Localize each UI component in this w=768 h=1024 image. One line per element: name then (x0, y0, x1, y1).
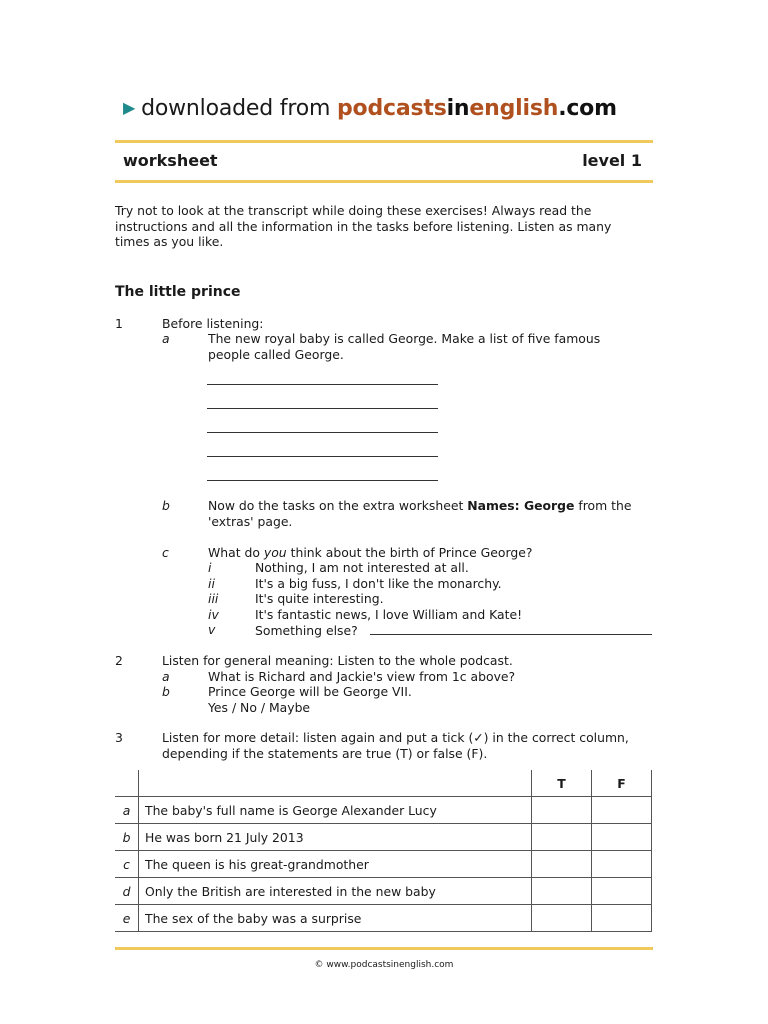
row-label: b (115, 824, 139, 851)
table-header-row (115, 770, 652, 797)
q1b-text-pre: Now do the tasks on the extra worksheet (208, 498, 468, 513)
tick-cell-f[interactable] (592, 851, 652, 878)
option-text-other[interactable] (255, 622, 655, 639)
title-gold-rule (115, 180, 653, 183)
tick-cell-t[interactable] (532, 905, 592, 932)
option-text[interactable]: It's a big fuss, I don't like the monarchy. (255, 576, 502, 591)
q1a-text: The new royal baby is called George. Make a list of five famous people called George. (208, 331, 601, 362)
q3-number: 3 (115, 730, 123, 745)
q1b-text (208, 498, 648, 529)
tick-cell-f[interactable] (592, 797, 652, 824)
brand-podcasts: podcasts (336, 96, 447, 121)
answer-line-5[interactable] (207, 480, 438, 481)
q1c-text (208, 545, 648, 561)
option-label: ii (208, 576, 215, 591)
tick-cell-t[interactable] (532, 851, 592, 878)
play-triangle-icon: ▶ (123, 98, 136, 117)
brand-tld: .com (558, 96, 617, 121)
row-label: e (115, 905, 139, 932)
row-label: d (115, 878, 139, 905)
section-heading: The little prince (115, 284, 241, 300)
header-banner (123, 96, 617, 121)
answer-line-2[interactable] (207, 408, 438, 409)
statement-text: He was born 21 July 2013 (139, 824, 532, 851)
option-text[interactable]: It's quite interesting. (255, 591, 384, 606)
q1b-text-post: from the 'extras' page. (208, 498, 632, 529)
option-label: v (208, 622, 216, 637)
row-label: a (115, 797, 139, 824)
answer-line-4[interactable] (207, 456, 438, 457)
section-title (115, 284, 241, 300)
table-row (115, 824, 652, 851)
q2b-choices[interactable]: Yes / No / Maybe (208, 700, 311, 715)
table-row (115, 905, 652, 932)
q2-number: 2 (115, 653, 123, 668)
q1c-text-pre: What do (208, 545, 264, 560)
intro-paragraph: Try not to look at the transcript while doing these exercises! Always read the instructions and all the information in the tasks before listening. Listen as many times as you like. (115, 203, 612, 250)
column-t-header: T (532, 770, 592, 797)
brand-english: english (469, 96, 559, 121)
column-f-header: F (592, 770, 652, 797)
title-row (123, 151, 642, 170)
tick-cell-f[interactable] (592, 878, 652, 905)
q1c-text-em: you (263, 545, 287, 560)
q2a-text: What is Richard and Jackie's view from 1c above? (208, 669, 516, 684)
bottom-gold-rule (115, 947, 653, 950)
row-label: c (115, 851, 139, 878)
tick-cell-t[interactable] (532, 797, 592, 824)
q1-heading: Before listening: (162, 316, 264, 331)
q2-heading: Listen for general meaning: Listen to the whole podcast. (162, 653, 513, 668)
statement-text: The baby's full name is George Alexander Lucy (139, 797, 532, 824)
q2b-text: Prince George will be George VII. (208, 684, 412, 699)
table-row (115, 851, 652, 878)
q1b-text-bold: Names: George (467, 498, 575, 513)
option-text: Something else? (255, 623, 358, 638)
tick-cell-f[interactable] (592, 905, 652, 932)
something-else-line[interactable] (370, 622, 652, 635)
statement-text: Only the British are interested in the new baby (139, 878, 532, 905)
brand-in: in (446, 96, 470, 121)
option-text[interactable]: Nothing, I am not interested at all. (255, 560, 469, 575)
worksheet-label: worksheet (123, 151, 218, 170)
option-label: iv (208, 607, 219, 622)
q3-text: Listen for more detail: listen again and put a tick (✓) in the correct column, depending if the statements are true (T) or false (F). (162, 730, 629, 761)
tick-cell-f[interactable] (592, 824, 652, 851)
option-label: i (208, 560, 212, 575)
statement-text: The sex of the baby was a surprise (139, 905, 532, 932)
header-prefix: downloaded from (141, 96, 337, 121)
table-row (115, 878, 652, 905)
table-row (115, 797, 652, 824)
q1-number: 1 (115, 316, 123, 331)
level-label: level 1 (582, 151, 642, 170)
true-false-table (115, 770, 652, 932)
q2b-label: b (162, 684, 170, 699)
q1c-label: c (162, 545, 169, 560)
q1a-label: a (162, 331, 170, 346)
q1c-text-post: think about the birth of Prince George? (286, 545, 533, 560)
statement-text: The queen is his great-grandmother (139, 851, 532, 878)
q1b-label: b (162, 498, 170, 513)
q2a-label: a (162, 669, 170, 684)
footer-copyright[interactable]: © www.podcastsinenglish.com (314, 960, 454, 970)
option-text[interactable]: It's fantastic news, I love William and Kate! (255, 607, 523, 622)
top-gold-rule (115, 140, 653, 143)
option-label: iii (208, 591, 219, 606)
tick-cell-t[interactable] (532, 824, 592, 851)
answer-line-3[interactable] (207, 432, 438, 433)
answer-line-1[interactable] (207, 384, 438, 385)
tick-cell-t[interactable] (532, 878, 592, 905)
